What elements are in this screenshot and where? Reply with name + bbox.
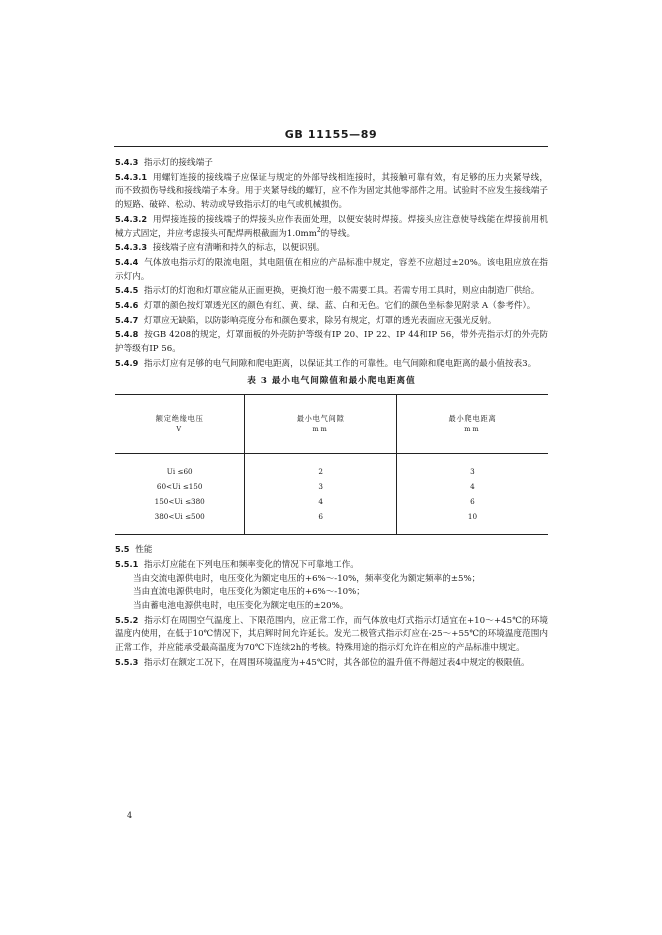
clause-5-4-4 [115, 256, 548, 284]
clause-text: 用焊接连接的接线端子的焊接头应作表面处理，以便安装时焊接。焊接头应注意使导线能在焊接前用机械方式固定，并应考虑接头可配焊两根截面为1.0mm [115, 214, 548, 239]
clearance-cell: 2 [245, 454, 397, 480]
clearance-cell: 6 [245, 509, 397, 534]
standard-code-header: GB 11155—89 [284, 128, 378, 141]
clause-number: 5.4.4 [115, 256, 139, 267]
clause-number: 5.5.2 [115, 614, 139, 625]
clause-5-5-1-dc: 当由直流电源供电时，电压变化为额定电压的+6%～-10%； [133, 587, 365, 598]
clause-5-5-1-ac: 当由交流电源供电时，电压变化为额定电压的+6%～-10%，频率变化为额定频率的±5%； [133, 573, 481, 584]
table-row [115, 454, 548, 480]
clause-5-5-1-battery: 当由蓄电池电源供电时，电压变化为额定电压的±20%。 [133, 601, 349, 612]
clause-number: 5.4.8 [115, 329, 139, 340]
clearance-cell: 3 [245, 479, 397, 494]
clause-number: 5.4.3.3 [115, 242, 148, 253]
table-3 [115, 394, 548, 535]
clause-text-tail: 的导线。 [320, 228, 356, 239]
clause-text: 指示灯在额定工况下，在周围环境温度为+45℃时，其各部位的温升值不得超过表4中规定的极限值。 [144, 657, 530, 668]
clause-text: 气体放电指示灯的限流电阻，其电阻值在相应的产品标准中规定，容差不应超过±20%。该电阻应放在指示灯内。 [115, 257, 548, 282]
clause-text: 用螺钉连接的接线端子应保证与规定的外部导线相连接时，其接触可靠有效，有足够的压力夹紧导线，而不致损伤导线和接线端子本身。用于夹紧导线的螺钉，应不作为固定其他零部件之用。试验时不应发生接线端子的短路、破碎、松动、转动或导致指示灯的电气或机械损伤。 [115, 172, 548, 211]
voltage-cell: 380<Ui ≤500 [154, 512, 205, 522]
clause-5-4-7 [115, 314, 548, 329]
clause-text: 接线端子应有清晰和持久的标志，以便识别。 [152, 243, 325, 254]
header-min-clearance [245, 395, 397, 454]
header-rated-insulation-voltage [115, 395, 245, 454]
clause-number: 5.4.7 [115, 314, 139, 325]
clause-5-4-3-2 [115, 213, 548, 241]
clause-5-4-6 [115, 299, 548, 314]
clause-number: 5.4.9 [115, 357, 139, 368]
table-header-row [115, 395, 548, 454]
creepage-cell: 6 [396, 494, 548, 509]
clause-text: 指示灯的灯泡和灯罩应能从正面更换，更换灯泡一般不需要工具。若需专用工具时，则应由制造厂供给。 [144, 286, 540, 297]
table-3-caption: 表 3 最小电气间隙值和最小爬电距离值 [247, 375, 416, 386]
document-body [115, 156, 548, 671]
clause-number: 5.4.3.2 [115, 213, 148, 224]
header-min-creepage [396, 395, 548, 454]
clearance-table [115, 395, 548, 534]
creepage-cell: 3 [396, 454, 548, 480]
clause-5-5-2 [115, 614, 548, 656]
clause-number: 5.5.1 [115, 558, 139, 569]
superscript: 2 [316, 226, 321, 234]
header-rule [114, 146, 548, 147]
creepage-cell: 4 [396, 479, 548, 494]
clause-5-4-8 [115, 328, 548, 356]
section-5-5 [115, 543, 548, 558]
clause-text: 按GB 4208的规定，灯罩面板的外壳防护等级有IP 20、IP 22、IP 44和IP 56，带外壳指示灯的外壳防护等级有IP 56。 [115, 330, 548, 355]
clause-number: 5.4.3.1 [115, 171, 148, 182]
clause-5-4-3 [115, 156, 548, 171]
clause-number: 5.4.6 [115, 300, 139, 311]
clause-5-4-3-3 [115, 241, 548, 256]
clause-text: 指示灯应能在下列电压和频率变化的情况下可靠地工作。 [144, 559, 359, 570]
header-unit: mm [464, 425, 481, 434]
clause-number: 5.4.3 [115, 157, 139, 167]
clause-number: 5.5.3 [115, 656, 139, 667]
voltage-cell: Ui ≤60 [166, 467, 193, 477]
clause-text: 灯罩的颜色按灯罩透光区的颜色有红、黄、绿、蓝、白和无色。它们的颜色坐标参见附录 A（参考件）。 [144, 301, 536, 312]
table-row [115, 494, 548, 509]
clause-text: 指示灯应有足够的电气间隙和爬电距离，以保证其工作的可靠性。电气间隙和爬电距离的最小值按表3。 [144, 358, 537, 369]
clause-5-4-9 [115, 357, 548, 372]
clause-text: 灯罩应无缺陷，以防影响亮度分布和颜色要求，除另有规定，灯罩的透光表面应无强光反射。 [144, 315, 497, 326]
header-unit: mm [312, 425, 329, 434]
clause-5-5-3 [115, 656, 548, 671]
table-row [115, 509, 548, 534]
table-row [115, 479, 548, 494]
clearance-cell: 4 [245, 494, 397, 509]
clause-5-4-3-1 [115, 171, 548, 213]
clause-number: 5.5 [115, 544, 130, 555]
clause-text: 指示灯在周围空气温度上、下限范围内，应正常工作，而气体放电灯式指示灯适宜在+10～+45℃的环境温度内使用，在低于10℃情况下，其启辉时间允许延长。发光二极管式指示灯应在-25～+55℃的环境温度范围内正常工作，并应能承受最高温度为70℃下连续2h的考核。特殊用途的指示灯允许在相应的产品标准中规定。 [115, 615, 549, 654]
clause-5-5-1 [115, 558, 548, 573]
clause-number: 5.4.5 [115, 285, 139, 296]
section-title: 性能 [135, 545, 153, 556]
header-label: 最小爬电距离 [448, 414, 497, 424]
header-label: 额定绝缘电压 [155, 414, 204, 424]
page-number: 4 [127, 811, 133, 820]
creepage-cell: 10 [396, 509, 548, 534]
voltage-cell: 150<Ui ≤380 [154, 497, 205, 507]
header-unit: V [176, 425, 184, 434]
voltage-cell: 60<Ui ≤150 [156, 482, 203, 492]
clause-5-4-5 [115, 284, 548, 299]
header-label: 最小电气间隙 [296, 414, 345, 424]
clause-text: 指示灯的接线端子 [144, 158, 213, 168]
